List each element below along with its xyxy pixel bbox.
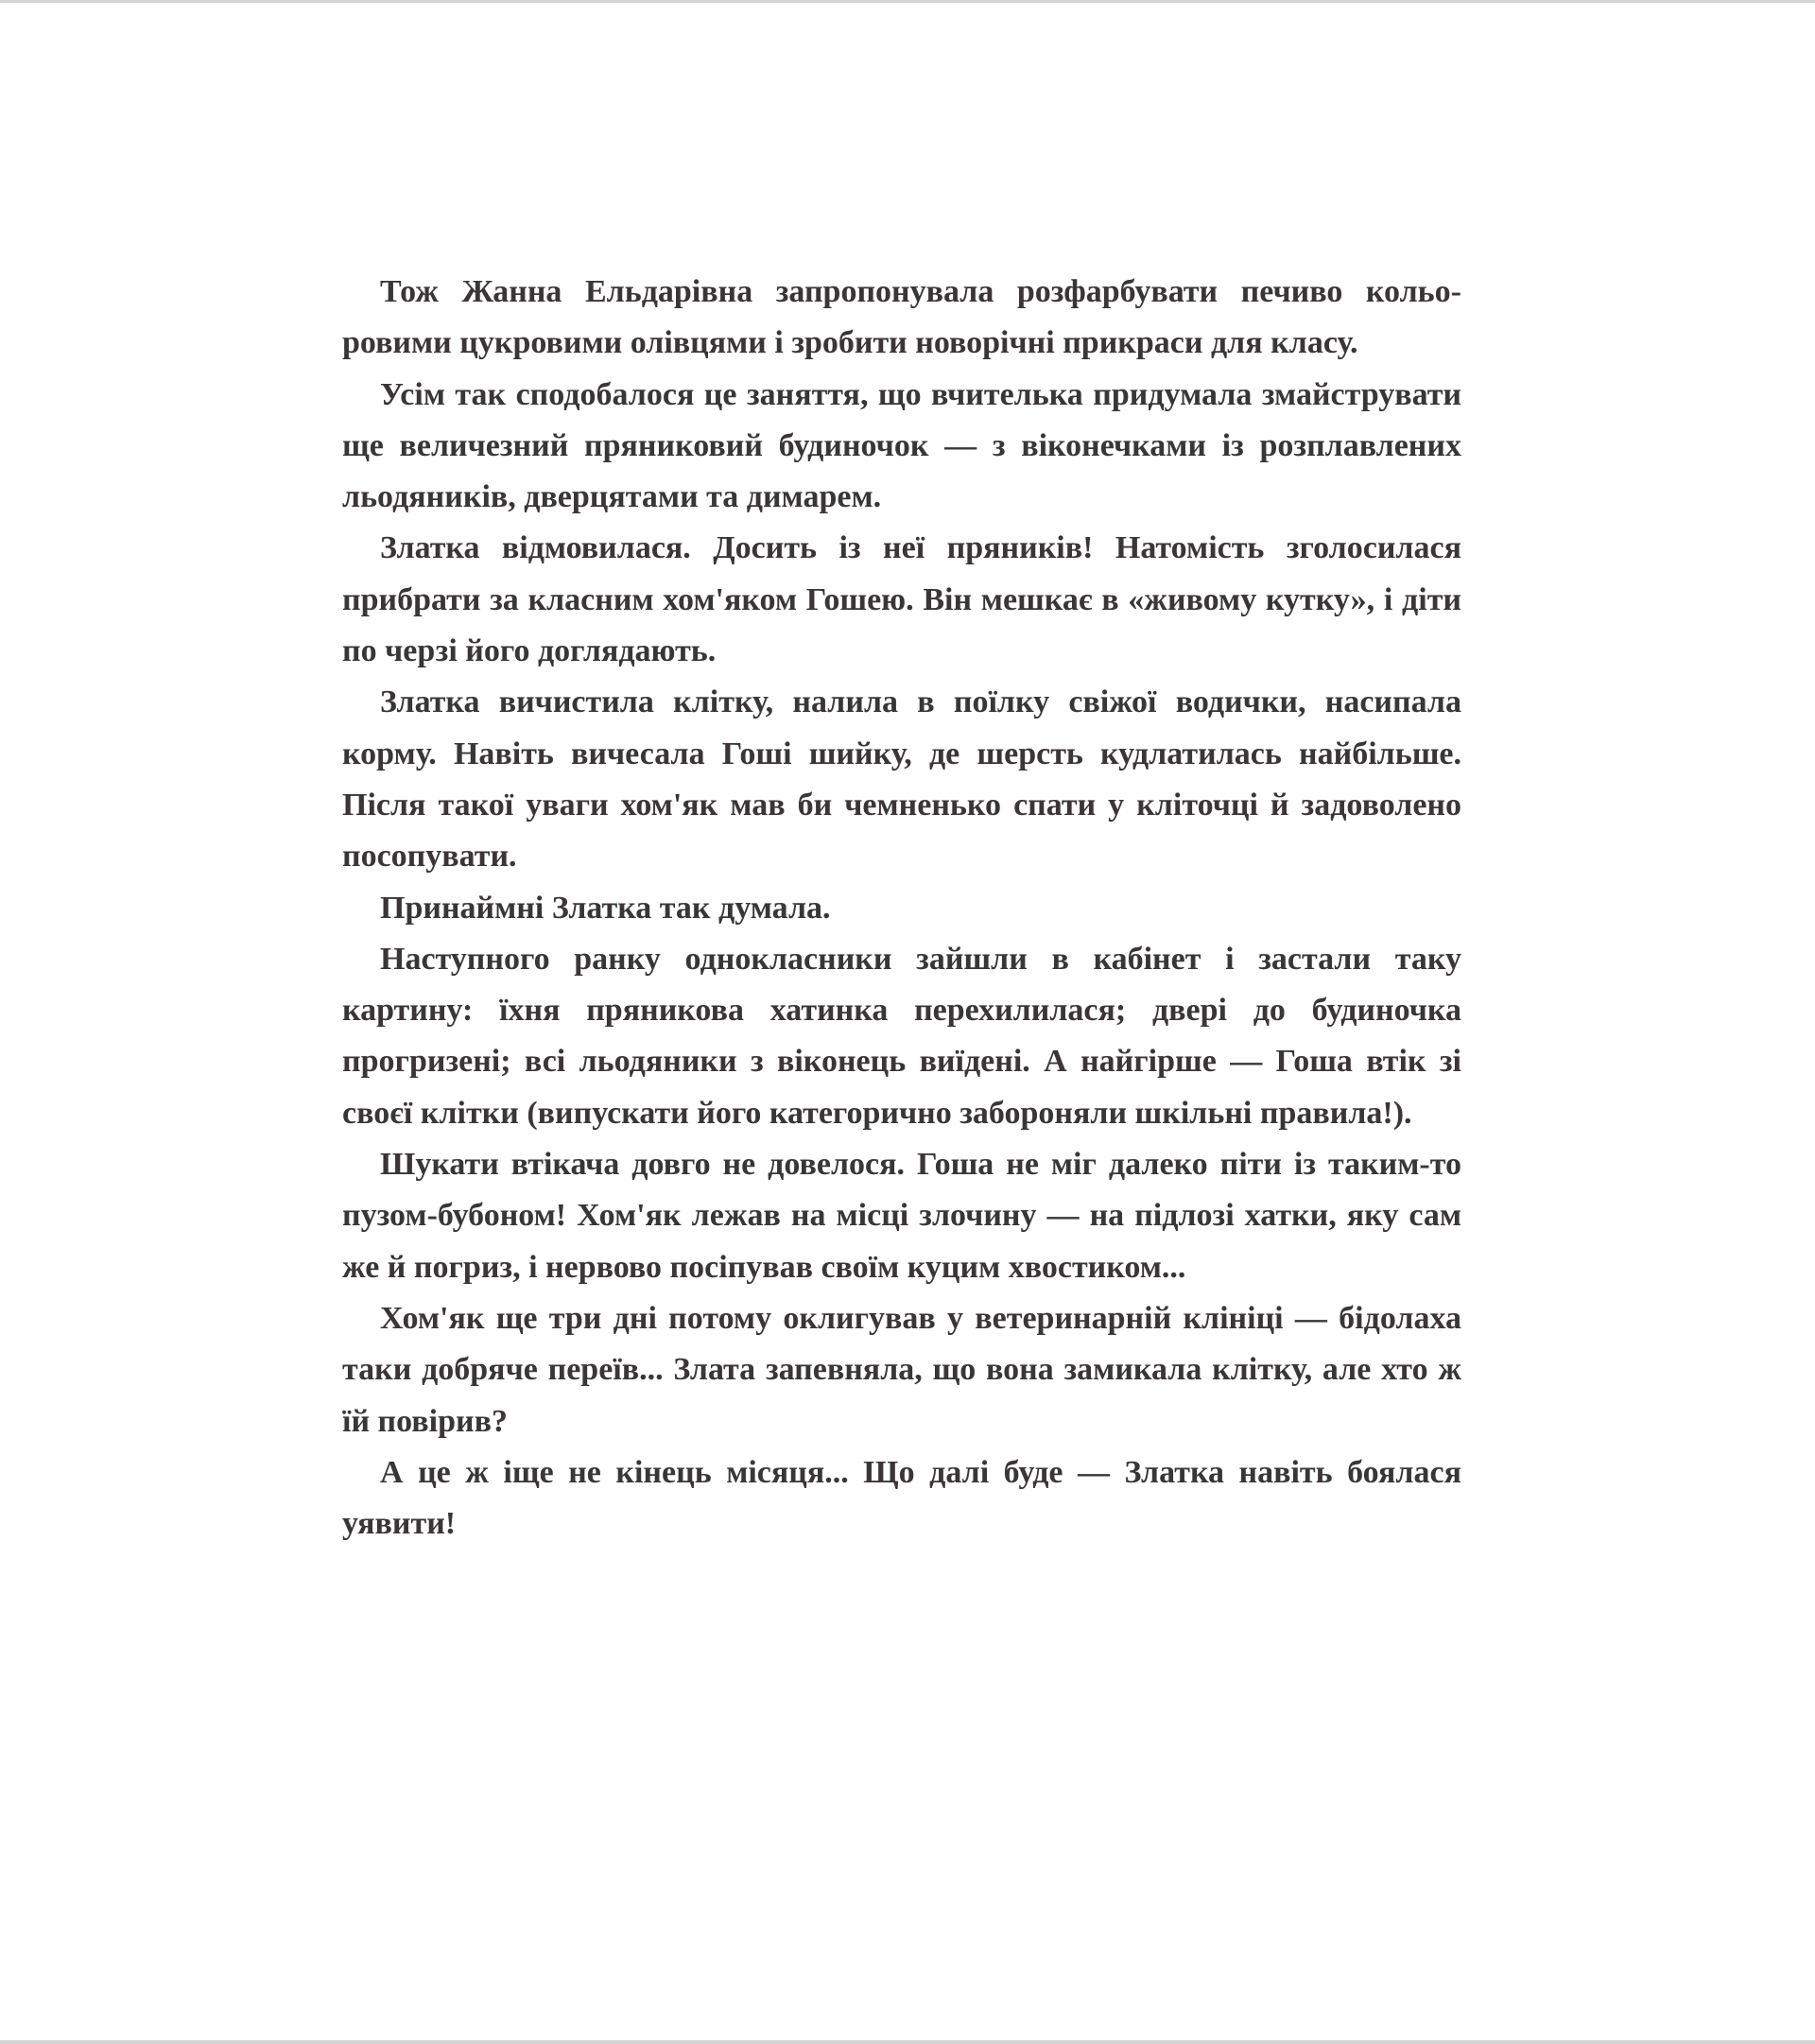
paragraph-7: Шукати втікача довго не довелося. Гоша не міг далеко піти із таким-то пузом-бубоном! Хом'як лежав на місці злочину — на підлозі хатки, яку сам же й погриз, і нервово посіпував своїм куцим хвостиком... bbox=[342, 1147, 1461, 1285]
paragraph-1: Тож Жанна Ельдарівна запропонувала розфарбувати печиво кольоровими цукровими олівцями і зробити новорічні прикраси для класу. bbox=[342, 274, 1461, 361]
page-body-text bbox=[342, 267, 1461, 1550]
paragraph-4: Златка вичистила клітку, налила в поїлку свіжої водички, насипала корму. Навіть вичесала Гоші шийку, де шерсть кудлатилась найбільше. Після такої уваги хом'як мав би чемненько спати у кліточці й задоволено посопувати. bbox=[342, 684, 1461, 875]
paragraph-9: А це ж іще не кінець місяця... Що далі буде — Златка навіть боялася уявити! bbox=[342, 1454, 1461, 1542]
paragraph-5: Принаймні Златка так думала. bbox=[380, 890, 831, 926]
paragraph-3: Златка відмовилася. Досить із неї пряників! Натомість зголосилася прибрати за класним хом'яком Гошею. Він мешкає в «живому кутку», і діти по черзі його доглядають. bbox=[342, 530, 1461, 669]
paragraph-2: Усім так сподобалося це заняття, що вчителька придумала змайструвати ще величезний пряниковий будиночок — з віконечками із розплавлених льодяників, дверцятами та димарем. bbox=[342, 376, 1461, 515]
top-border bbox=[0, 0, 1815, 3]
paragraph-8: Хом'як ще три дні потому оклигував у ветеринарній клініці — бідолаха таки добряче переїв... Злата запевняла, що вона замикала клітку, але хто ж їй повірив? bbox=[342, 1300, 1461, 1439]
bottom-border bbox=[0, 2040, 1815, 2044]
paragraph-6: Наступного ранку однокласники зайшли в кабінет і застали таку картину: їхня пряникова хатинка перехилилася; двері до будиночка прогризені; всі льодяники з віконець виїдені. А найгірше — Гоша втік зі своєї клітки (випускати його категорично забороняли шкільні правила!). bbox=[342, 941, 1461, 1131]
